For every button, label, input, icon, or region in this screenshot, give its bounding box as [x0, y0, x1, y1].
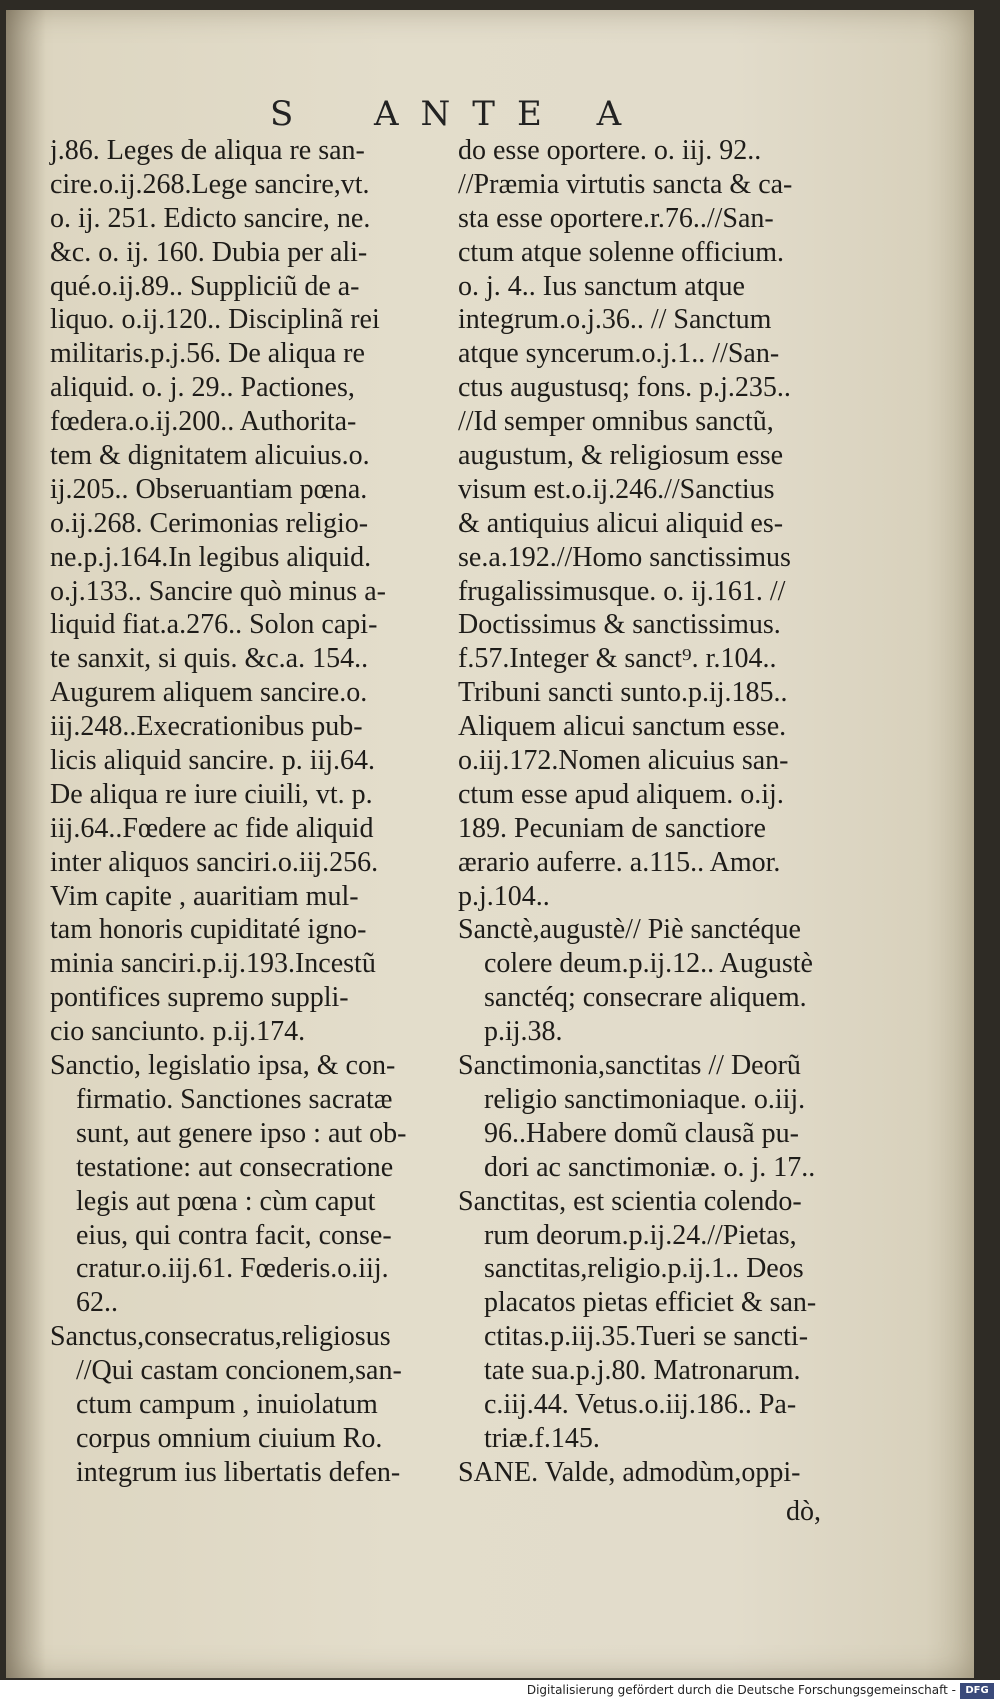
text-line: fœdera.o.ij.200.. Authorita-	[50, 406, 357, 438]
text-line: visum est.o.ij.246.//Sanctius	[458, 473, 775, 505]
text-line: legis aut pœna : cùm caput	[76, 1185, 376, 1217]
text-line: religio sanctimoniaque. o.iij.	[484, 1083, 806, 1115]
text-line: Sanctus,consecratus,religiosus	[50, 1321, 391, 1353]
text-line: o.j.133.. Sancire quò minus a-	[50, 575, 386, 607]
text-line: Sanctè,augustè// Piè sanctéque	[458, 914, 801, 946]
footer-credit: Digitalisierung gefördert durch die Deutsche Forschungsgemeinschaft -	[526, 1683, 956, 1697]
text-line: o.iij.172.Nomen alicuius san-	[458, 745, 789, 777]
text-line: aliquid. o. j. 29.. Pactiones,	[50, 372, 355, 404]
text-line: sanctitas,religio.p.ij.1.. Deos	[484, 1253, 804, 1285]
text-line: Sanctio, legislatio ipsa, & con-	[50, 1050, 396, 1082]
text-line: dori ac sanctimoniæ. o. j. 17..	[484, 1151, 816, 1183]
text-line: cratur.o.iij.61. Fœderis.o.iij.	[76, 1253, 389, 1285]
text-line: o.ij.268. Cerimonias religio-	[50, 507, 369, 539]
text-line: eius, qui contra facit, conse-	[76, 1219, 392, 1251]
text-line: integrum ius libertatis defen-	[76, 1456, 401, 1488]
text-line: se.a.192.//Homo sanctissimus	[458, 541, 791, 573]
text-line: firmatio. Sanctiones sacratæ	[76, 1083, 393, 1115]
text-line: ctum atque solenne officium.	[458, 236, 785, 268]
text-line: minia sanciri.p.ij.193.Incestũ	[50, 948, 376, 980]
text-line: militaris.p.j.56. De aliqua re	[50, 338, 365, 370]
text-line: ne.p.j.164.In legibus aliquid.	[50, 541, 372, 573]
text-line: licis aliquid sancire. p. iij.64.	[50, 745, 376, 777]
text-line: & antiquius alicui aliquid es-	[458, 507, 784, 539]
text-line: De aliqua re iure ciuili, vt. p.	[50, 778, 373, 810]
text-line: integrum.o.j.36.. // Sanctum	[458, 304, 772, 336]
text-line: do esse oportere. o. iij. 92..	[458, 135, 762, 166]
text-line: tate sua.p.j.80. Matronarum.	[484, 1355, 801, 1387]
book-page	[6, 10, 974, 1678]
text-line: te sanxit, si quis. &c.a. 154..	[50, 643, 369, 675]
text-line: triæ.f.145.	[484, 1422, 600, 1454]
dfg-logo: DFG	[960, 1683, 994, 1699]
catchword: dò,	[786, 1496, 821, 1527]
signature-mark: S	[270, 94, 294, 134]
text-line: j.86. Leges de aliqua re san-	[50, 135, 365, 166]
text-line: qué.o.ij.89.. Suppliciũ de a-	[50, 270, 360, 302]
text-line: liquid fiat.a.276.. Solon capi-	[50, 609, 378, 641]
text-line: liquo. o.ij.120.. Disciplinã rei	[50, 304, 380, 336]
text-line: iij.64..Fœdere ac fide aliquid	[50, 812, 374, 844]
text-line: inter aliquos sanciri.o.iij.256.	[50, 846, 379, 878]
text-line: p.ij.38.	[484, 1016, 563, 1048]
text-line: testatione: aut consecratione	[76, 1151, 394, 1183]
text-line: 96..Habere domũ clausã pu-	[484, 1117, 799, 1149]
text-line: sanctéq; consecrare aliquem.	[484, 982, 807, 1014]
text-line: Doctissimus & sanctissimus.	[458, 609, 781, 641]
text-line: ctum esse apud aliquem. o.ij.	[458, 778, 784, 810]
header-title: ANTE A	[374, 94, 644, 134]
text-line: //Præmia virtutis sancta & ca-	[458, 168, 793, 200]
text-line: o. j. 4.. Ius sanctum atque	[458, 270, 745, 302]
text-line: ctum campum , inuiolatum	[76, 1388, 378, 1420]
text-line: frugalissimusque. o. ij.161. //	[458, 575, 786, 607]
text-line: rum deorum.p.ij.24.//Pietas,	[484, 1219, 797, 1251]
text-line: &c. o. ij. 160. Dubia per ali-	[50, 236, 368, 268]
text-line: sta esse oportere.r.76..//San-	[458, 202, 774, 234]
text-line: //Id semper omnibus sanctũ,	[458, 406, 774, 438]
text-line: Aliquem alicui sanctum esse.	[458, 711, 787, 743]
digitization-footer	[0, 1680, 1000, 1702]
text-line: sunt, aut genere ipso : aut ob-	[76, 1117, 407, 1149]
text-line: corpus omnium ciuium Ro.	[76, 1422, 383, 1454]
text-line: Vim capite , auaritiam mul-	[50, 880, 359, 912]
text-line: tem & dignitatem alicuius.o.	[50, 440, 370, 472]
text-line: 62..	[76, 1287, 118, 1319]
text-line: p.j.104..	[458, 880, 550, 912]
text-line: iij.248..Execrationibus pub-	[50, 711, 363, 743]
right-column	[458, 134, 908, 1490]
text-line: //Qui castam concionem,san-	[76, 1355, 402, 1387]
text-line: 189. Pecuniam de sanctiore	[458, 812, 766, 844]
text-line: cire.o.ij.268.Lege sancire,vt.	[50, 168, 370, 200]
text-line: ctitas.p.iij.35.Tueri se sancti-	[484, 1321, 809, 1353]
text-line: ærario auferre. a.115.. Amor.	[458, 846, 781, 878]
text-line: placatos pietas efficiet & san-	[484, 1287, 817, 1319]
text-line: o. ij. 251. Edicto sancire, ne.	[50, 202, 371, 234]
text-line: pontifices supremo suppli-	[50, 982, 349, 1014]
running-header	[6, 94, 974, 134]
text-line: f.57.Integer & sanct⁹. r.104..	[458, 643, 777, 675]
page-gutter	[6, 10, 46, 1678]
text-line: Tribuni sancti sunto.p.ij.185..	[458, 677, 788, 709]
text-line: atque syncerum.o.j.1.. //San-	[458, 338, 780, 370]
text-line: tam honoris cupiditaté igno-	[50, 914, 367, 946]
text-line: Sanctitas, est scientia colendo-	[458, 1185, 802, 1217]
text-line: SANE. Valde, admodùm,oppi-	[458, 1456, 801, 1488]
text-line: augustum, & religiosum esse	[458, 440, 784, 472]
text-line: cio sanciunto. p.ij.174.	[50, 1016, 306, 1048]
text-line: Augurem aliquem sancire.o.	[50, 677, 368, 709]
left-column	[50, 134, 480, 1490]
text-line: colere deum.p.ij.12.. Augustè	[484, 948, 813, 980]
text-line: Sanctimonia,sanctitas // Deorũ	[458, 1050, 801, 1082]
text-line: c.iij.44. Vetus.o.iij.186.. Pa-	[484, 1388, 797, 1420]
text-line: ij.205.. Obseruantiam pœna.	[50, 473, 368, 505]
text-line: ctus augustusq; fons. p.j.235..	[458, 372, 791, 404]
